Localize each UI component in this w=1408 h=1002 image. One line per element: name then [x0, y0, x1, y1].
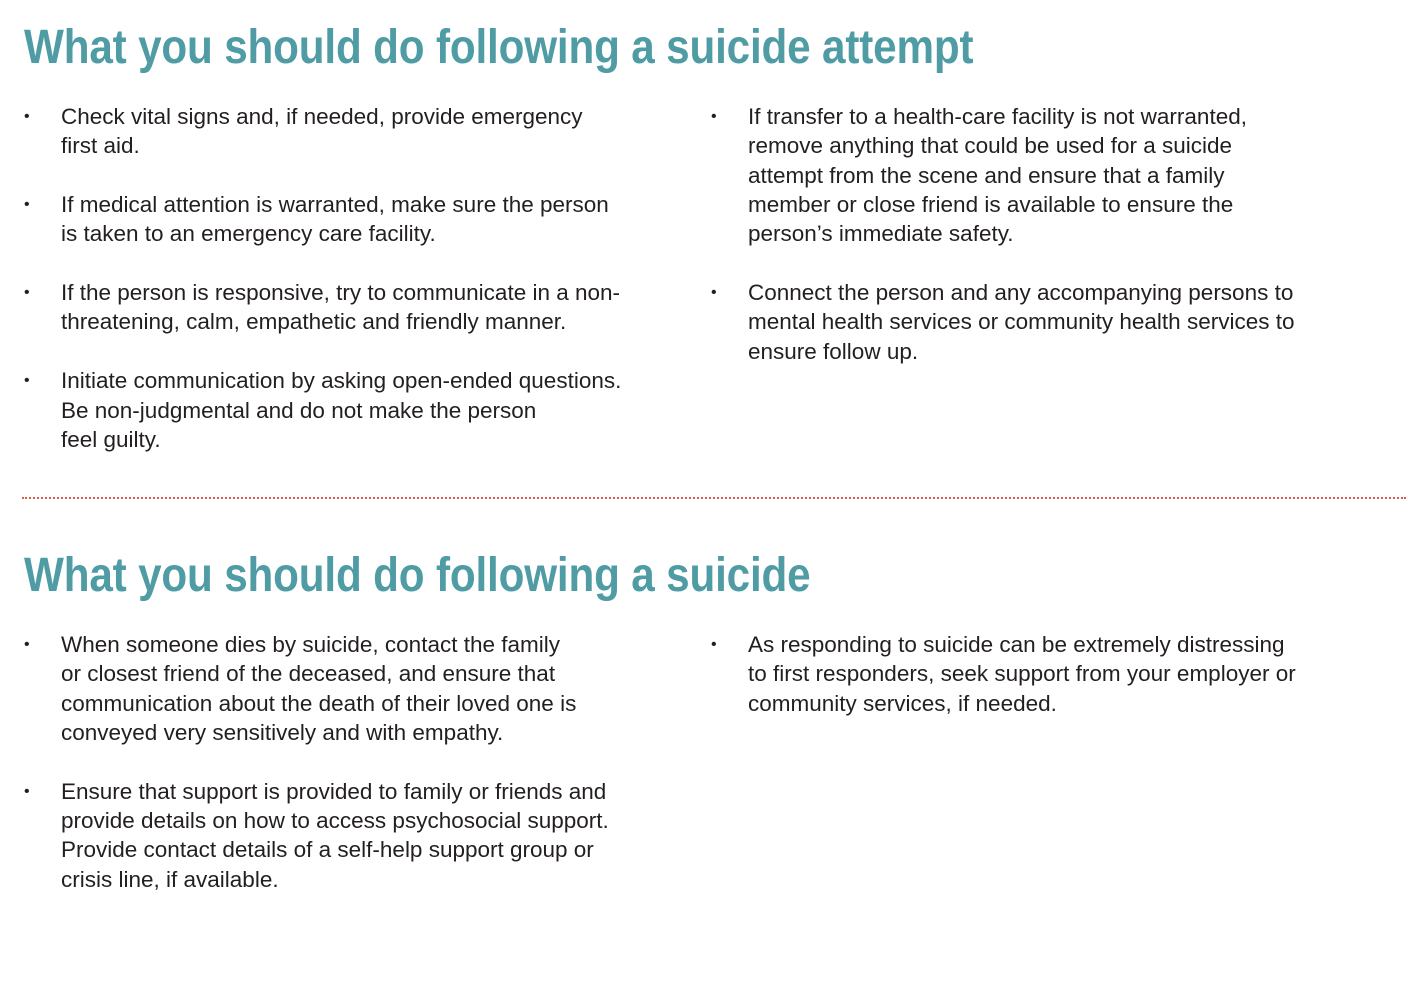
- bullet-text-line: to first responders, seek support from your employer or: [748, 661, 1296, 687]
- bullet-text-line: crisis line, if available.: [61, 866, 279, 892]
- bullet-point-icon: •: [711, 283, 717, 301]
- bullet-text-line: As responding to suicide can be extremely distressing: [748, 632, 1285, 657]
- section-suicide: [24, 546, 1384, 930]
- bullet-text-line: mental health services or community health services to: [748, 309, 1295, 335]
- bullet-item: [24, 630, 674, 747]
- bullet-list-right: [711, 102, 1371, 395]
- bullet-text-line: remove anything that could be used for a suicide: [748, 133, 1233, 159]
- bullet-item: [711, 102, 1371, 248]
- bullet-point-icon: •: [711, 108, 717, 125]
- bullet-point-icon: •: [24, 636, 30, 653]
- bullet-list-right: [711, 630, 1371, 747]
- bullet-item: [24, 777, 674, 894]
- bullet-text-line: attempt from the scene and ensure that a family: [748, 162, 1225, 188]
- bullet-point-icon: •: [24, 372, 30, 390]
- section-heading-suicide: What you should do following a suicide: [24, 549, 811, 602]
- bullet-list-left: [24, 630, 674, 923]
- bullet-item: [24, 102, 674, 161]
- bullet-text-line: feel guilty.: [61, 426, 161, 452]
- bullet-item: [711, 630, 1371, 718]
- bullet-item: [24, 278, 674, 337]
- bullet-text-line: ensure follow up.: [748, 338, 919, 364]
- bullet-text-line: conveyed very sensitively and with empathy.: [61, 719, 504, 745]
- section-divider: [22, 497, 1406, 499]
- bullet-text-line: member or close friend is available to ensure the: [748, 191, 1234, 217]
- bullet-text-line: first aid.: [61, 133, 140, 159]
- bullet-text-line: person’s immediate safety.: [748, 221, 1014, 247]
- bullet-text-line: Ensure that support is provided to family or friends and: [61, 778, 607, 804]
- bullet-point-icon: •: [24, 196, 30, 214]
- bullet-text-line: If transfer to a health-care facility is not warranted,: [748, 104, 1247, 129]
- bullet-list-left: [24, 102, 674, 484]
- bullet-text-line: communication about the death of their loved one is: [61, 690, 577, 716]
- bullet-text-line: community services, if needed.: [748, 690, 1057, 716]
- bullet-text-line: or closest friend of the deceased, and ensure that: [61, 661, 556, 687]
- bullet-text-line: Check vital signs and, if needed, provide emergency: [61, 104, 583, 129]
- bullet-text-line: If the person is responsive, try to communicate in a non-: [61, 280, 621, 306]
- bullet-text-line: If medical attention is warranted, make sure the person: [61, 192, 609, 218]
- bullet-item: [24, 366, 674, 454]
- bullet-text-line: Initiate communication by asking open-ended questions.: [61, 368, 622, 394]
- bullet-text-line: threatening, calm, empathetic and friendly manner.: [61, 309, 567, 335]
- bullet-text-line: Connect the person and any accompanying persons to: [748, 279, 1294, 305]
- bullet-item: [711, 278, 1371, 366]
- bullet-point-icon: •: [711, 636, 717, 653]
- bullet-text-line: Provide contact details of a self-help support group or: [61, 837, 594, 863]
- bullet-text-line: is taken to an emergency care facility.: [61, 221, 436, 247]
- bullet-text-line: provide details on how to access psychosocial support.: [61, 807, 609, 833]
- section-heading-attempt: What you should do following a suicide attempt: [24, 21, 974, 74]
- bullet-text-line: Be non-judgmental and do not make the person: [61, 397, 537, 423]
- bullet-item: [24, 190, 674, 249]
- bullet-text-line: When someone dies by suicide, contact the family: [61, 632, 560, 657]
- bullet-point-icon: •: [24, 782, 30, 800]
- bullet-point-icon: •: [24, 284, 30, 302]
- section-suicide-attempt: [24, 18, 1384, 462]
- bullet-columns: [24, 630, 1384, 930]
- bullet-columns: [24, 102, 1384, 462]
- bullet-point-icon: •: [24, 108, 30, 125]
